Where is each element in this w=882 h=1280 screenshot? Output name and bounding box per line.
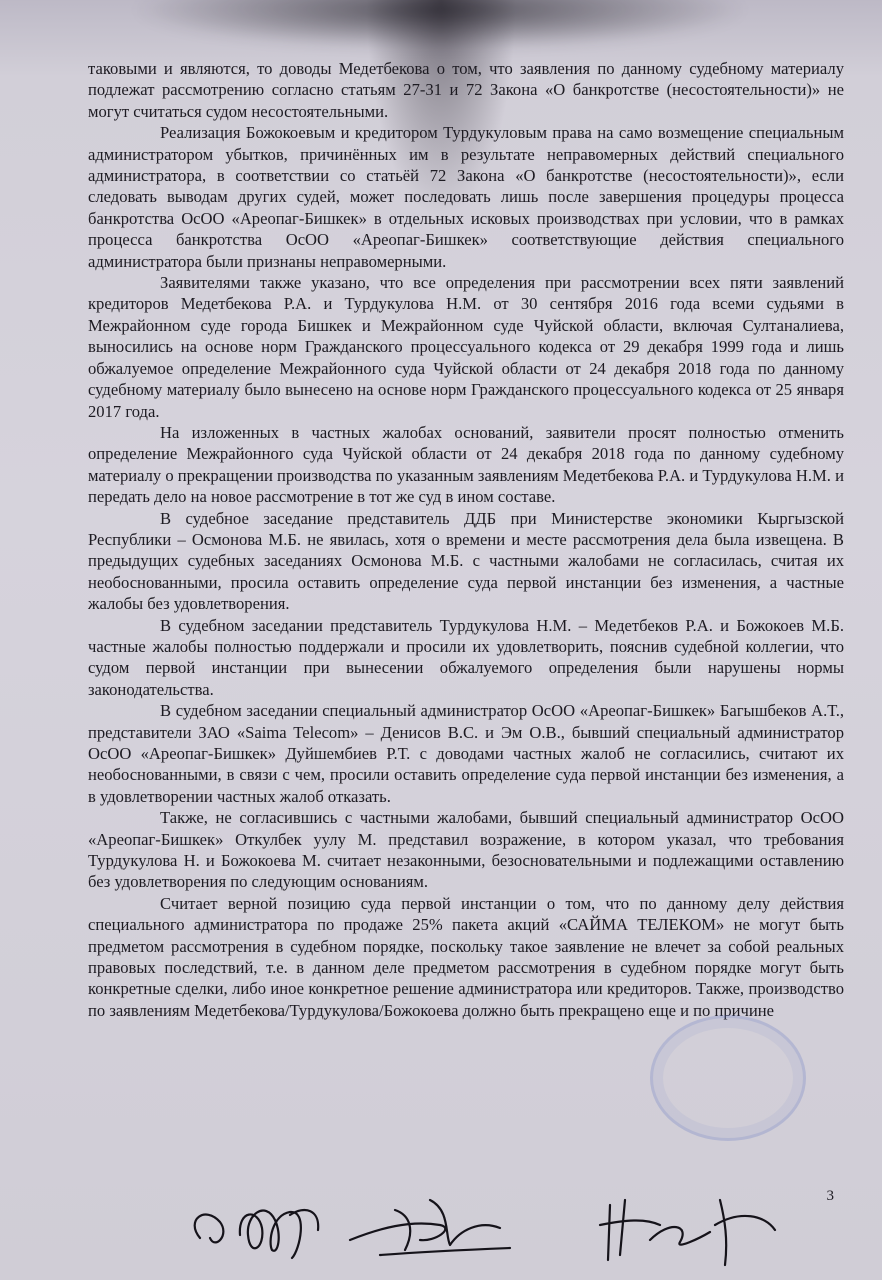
paragraph-1: таковыми и являются, то доводы Медетбекова о том, что заявления по данному судебному материалу подлежат рассмотрению согласно статьям 27-31 и 72 Закона «О банкротстве (несостоятельности)» не могут считаться судом несостоятельными. [88, 59, 844, 121]
top-shadow [130, 0, 750, 50]
signature-1 [195, 1210, 318, 1258]
faded-stamp [650, 1015, 806, 1141]
paragraph-3: Заявителями также указано, что все определения при рассмотрении всех пяти заявлений кредиторов Медетбекова Р.А. и Турдукулова Н.М. от 30 сентября 2016 года всеми судьями в Межрайонном суде города Бишкек и Межрайонном суде Чуйской области, включая Султаналиева, выносились на основе норм Гражданского процессуального кодекса от 29 декабря 1999 года и лишь обжалуемое определение Межрайонного суда Чуйской области от 24 декабря 2018 года по данному судебному материалу было вынесено на основе норм Гражданского процессуального кодекса от 25 января 2017 года. [88, 273, 844, 421]
signatures [180, 1180, 800, 1275]
paragraph-9: Считает верной позицию суда первой инстанции о том, что по данному делу действия специального администратора по продаже 25% пакета акций «САЙМА ТЕЛЕКОМ» не могут быть предметом рассмотрения в судебном порядке, поскольку такое заявление не влечет за собой реальных правовых последствий, т.е. в данном деле предметом рассмотрения в судебном порядке могут быть конкретные сделки, либо иное конкретное решение администратора или кредиторов. Также, производство по заявлениям Медетбекова/Турдукулова/Божокоева должно быть прекращено еще и по причине [88, 893, 844, 1020]
paragraph-2: Реализация Божокоевым и кредитором Турдукуловым права на само возмещение специальным администратором убытков, причинённых им в результате неправомерных действий специального администратора, в соответствии со статьёй 72 Закона «О банкротстве (несостоятельности)», если следовать выводам других судей, может последовать лишь после завершения процедуры процесса банкротства ОсОО «Ареопаг-Бишкек» в отдельных исковых производствах при условии, что в рамках процесса банкротства ОсОО «Ареопаг-Бишкек» соответствующие действия специального администратора были признаны неправомерными. [88, 123, 844, 271]
signature-2 [350, 1200, 510, 1255]
paragraph-5: В судебное заседание представитель ДДБ при Министерстве экономики Кыргызской Республики – Осмонова М.Б. не явилась, хотя о времени и месте рассмотрения дела была извещена. В предыдущих судебных заседаниях Осмонова М.Б. с частными жалобами не согласилась, считая их необоснованными, просила оставить определение суда первой инстанции без изменения, а частные жалобы без удовлетворения. [88, 508, 844, 614]
page-number: 3 [826, 1188, 834, 1204]
paragraph-7: В судебном заседании специальный администратор ОсОО «Ареопаг-Бишкек» Багышбеков А.Т., представители ЗАО «Saima Telecom» – Денисов В.С. и Эм О.В., бывший специальный администратор ОсОО «Ареопаг-Бишкек» Дуйшембиев Р.Т. с доводами частных жалоб не согласились, считают их необоснованными, в связи с чем, просили оставить определение суда первой инстанции без изменения, а в удовлетворении частных жалоб отказать. [88, 701, 844, 806]
paragraph-8: Также, не согласившись с частными жалобами, бывший специальный администратор ОсОО «Ареопаг-Бишкек» Откулбек уулу М. представил возражение, в котором указал, что требования Турдукулова Н. и Божокоева М. считает незаконными, безосновательными и подлежащими оставлению без удовлетворения по следующим основаниям. [88, 808, 844, 892]
paragraph-6: В судебном заседании представитель Турдукулова Н.М. – Медетбеков Р.А. и Божокоев М.Б. частные жалобы полностью поддержали и просили их удовлетворить, пояснив судебной коллегии, что судом первой инстанции при вынесении обжалуемого определения были нарушены нормы законодательства. [88, 615, 844, 699]
paragraph-4: На изложенных в частных жалобах оснований, заявители просят полностью отменить определение Межрайонного суда Чуйской области от 24 декабря 2018 года по данному судебному материалу о прекращении производства по указанным заявлениям Медетбекова Р.А. и Турдукулова Н.М. и передать дело на новое рассмотрение в тот же суд в ином составе. [88, 422, 844, 507]
document-body [88, 58, 844, 1021]
signature-3 [600, 1200, 775, 1265]
handwritten-signatures [180, 1180, 800, 1275]
